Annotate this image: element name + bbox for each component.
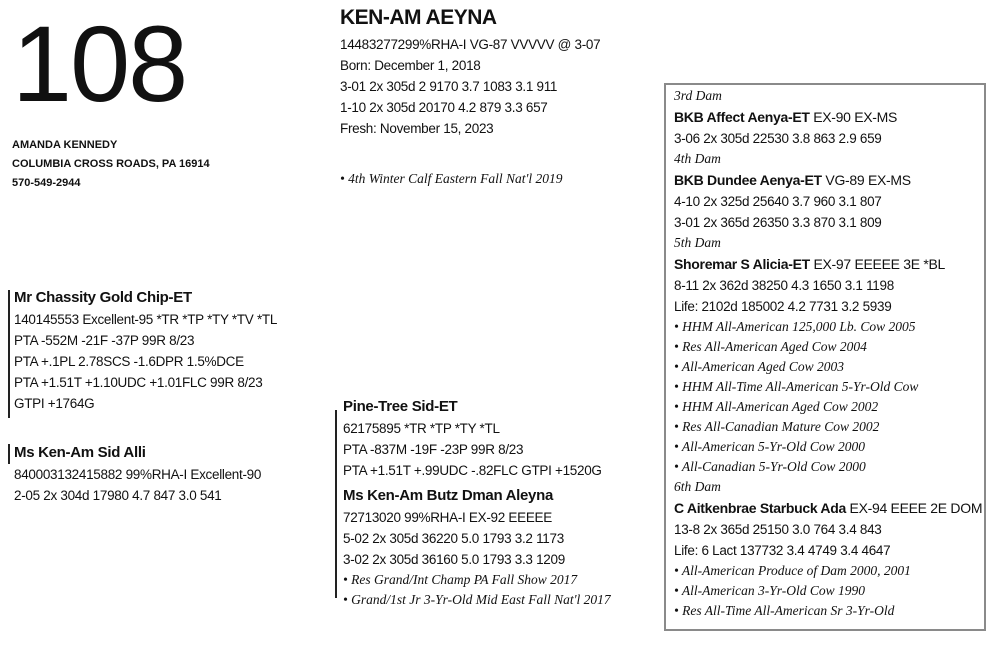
dam-lineage-content	[674, 86, 983, 621]
maternal-bracket	[335, 410, 337, 598]
ancestor-honor: • All-American 5-Yr-Old Cow 2000	[674, 439, 865, 454]
mgd-honor: • Grand/1st Jr 3-Yr-Old Mid East Fall Nat'l 2017	[343, 592, 611, 607]
generation-label: 4th Dam	[674, 151, 721, 166]
consignor-phone: 570-549-2944	[12, 177, 81, 189]
mgd-line: 5-02 2x 305d 36220 5.0 1793 3.2 1173	[343, 531, 564, 546]
ancestor-honor: • Res All-Canadian Mature Cow 2002	[674, 419, 880, 434]
ancestor-classification: EX-94 EEEE 2E DOM	[845, 500, 983, 516]
consignor-address: COLUMBIA CROSS ROADS, PA 16914	[12, 158, 210, 170]
maternal-grandsire-name: Pine-Tree Sid-ET	[343, 398, 458, 415]
animal-fresh: Fresh: November 15, 2023	[340, 121, 494, 136]
sire-bracket	[8, 290, 10, 418]
ancestor-name: Shoremar S Alicia-ET	[674, 256, 810, 272]
generation-label: 3rd Dam	[674, 88, 722, 103]
lot-number: 108	[12, 3, 187, 124]
animal-born: Born: December 1, 2018	[340, 58, 481, 73]
consignor-name: AMANDA KENNEDY	[12, 139, 118, 151]
ancestor-honor: • All-American Aged Cow 2003	[674, 359, 844, 374]
sire-block	[14, 287, 277, 414]
ancestor-record: 4-10 2x 325d 25640 3.7 960 3.1 807	[674, 194, 882, 209]
ancestor-honor: • All-American Produce of Dam 2000, 2001	[674, 563, 911, 578]
animal-name: KEN-AM AEYNA	[340, 6, 497, 29]
ancestor-honor: • HHM All-Time All-American 5-Yr-Old Cow	[674, 379, 919, 394]
maternal-granddam-name: Ms Ken-Am Butz Dman Aleyna	[343, 487, 554, 504]
sire-line: PTA +.1PL 2.78SCS -1.6DPR 1.5%DCE	[14, 354, 244, 369]
ancestor-record: 3-06 2x 305d 22530 3.8 863 2.9 659	[674, 131, 882, 146]
ancestor-honor: • All-Canadian 5-Yr-Old Cow 2000	[674, 459, 866, 474]
ancestor-record: 3-01 2x 365d 26350 3.3 870 3.1 809	[674, 215, 882, 230]
animal-record-1: 3-01 2x 305d 2 9170 3.7 1083 3.1 911	[340, 79, 558, 94]
ancestor-classification: VG-89 EX-MS	[821, 172, 911, 188]
mgd-honor: • Res Grand/Int Champ PA Fall Show 2017	[343, 572, 578, 587]
ancestor-name-line	[674, 169, 979, 191]
ancestor-honor: • All-American 3-Yr-Old Cow 1990	[674, 583, 865, 598]
ancestor-record: 13-8 2x 365d 25150 3.0 764 3.4 843	[674, 522, 882, 537]
animal-honor: • 4th Winter Calf Eastern Fall Nat'l 2019	[340, 171, 563, 186]
ancestor-name: BKB Affect Aenya-ET	[674, 109, 810, 125]
sire-line: PTA -552M -21F -37P 99R 8/23	[14, 333, 195, 348]
dam-line: 840003132415882 99%RHA-I Excellent-90	[14, 467, 262, 482]
ancestor-name-line	[674, 253, 979, 275]
animal-id-line: 14483277299%RHA-I VG-87 VVVVV @ 3-07	[340, 37, 601, 52]
consignor-info	[12, 136, 210, 193]
ancestor-honor: • Res All-Time All-American Sr 3-Yr-Old	[674, 603, 895, 618]
dam-line: 2-05 2x 304d 17980 4.7 847 3.0 541	[14, 488, 222, 503]
maternal-granddam-block	[343, 485, 611, 610]
ancestor-name-line	[674, 497, 983, 519]
mgs-line: PTA +1.51T +.99UDC -.82FLC GTPI +1520G	[343, 463, 602, 478]
sire-line: PTA +1.51T +1.10UDC +1.01FLC 99R 8/23	[14, 375, 263, 390]
dam-bracket	[8, 444, 10, 464]
generation-label: 5th Dam	[674, 235, 721, 250]
ancestor-record: Life: 6 Lact 137732 3.4 4749 3.4 4647	[674, 543, 891, 558]
mgs-line: 62175895 *TR *TP *TY *TL	[343, 421, 500, 436]
generation-label: 6th Dam	[674, 479, 721, 494]
ancestor-name-line	[674, 106, 979, 128]
ancestor-name: BKB Dundee Aenya-ET	[674, 172, 822, 188]
ancestor-record: Life: 2102d 185002 4.2 7731 3.2 5939	[674, 299, 892, 314]
mgd-line: 72713020 99%RHA-I EX-92 EEEEE	[343, 510, 552, 525]
ancestor-classification: EX-97 EEEEE 3E *BL	[809, 256, 946, 272]
ancestor-honor: • Res All-American Aged Cow 2004	[674, 339, 867, 354]
sire-line: GTPI +1764G	[14, 396, 95, 411]
ancestor-name: C Aitkenbrae Starbuck Ada	[674, 500, 846, 516]
sire-name: Mr Chassity Gold Chip-ET	[14, 289, 192, 306]
mgs-line: PTA -837M -19F -23P 99R 8/23	[343, 442, 524, 457]
ancestor-classification: EX-90 EX-MS	[809, 109, 898, 125]
maternal-grandsire-block	[343, 396, 602, 481]
ancestor-record: 8-11 2x 362d 38250 4.3 1650 3.1 1198	[674, 278, 894, 293]
dam-name: Ms Ken-Am Sid Alli	[14, 444, 146, 461]
ancestor-honor: • HHM All-American 125,000 Lb. Cow 2005	[674, 319, 916, 334]
sire-line: 140145553 Excellent-95 *TR *TP *TY *TV *TL	[14, 312, 278, 327]
animal-record-2: 1-10 2x 305d 20170 4.2 879 3.3 657	[340, 100, 548, 115]
animal-details	[340, 34, 600, 139]
ancestor-honor: • HHM All-American Aged Cow 2002	[674, 399, 879, 414]
mgd-line: 3-02 2x 305d 36160 5.0 1793 3.3 1209	[343, 552, 565, 567]
dam-block	[14, 442, 261, 506]
